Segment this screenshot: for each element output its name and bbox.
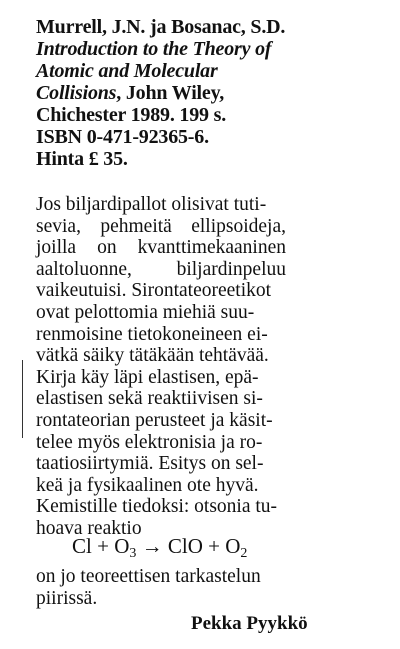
formula-cl: Cl <box>72 534 92 558</box>
margin-line <box>22 360 23 438</box>
body-line: ovat pelottomia miehiä suu- <box>36 301 255 323</box>
body-line: sevia, pehmeitä ellipsoideja, <box>36 215 286 237</box>
book-title-line-3-with-publisher <box>36 82 336 104</box>
body-line: rontateorian perusteet ja käsit- <box>36 409 273 431</box>
bibliographic-header <box>36 16 336 170</box>
body-line: piirissä. <box>36 587 98 609</box>
authors: Murrell, J.N. ja Bosanac, S.D. <box>36 16 286 38</box>
body-line: Kemistille tiedoksi: otsonia tu- <box>36 496 278 518</box>
body-line: aaltoluonne, biljardinpeluu <box>36 258 286 280</box>
body-line: elastisen sekä reaktiivisen si- <box>36 388 263 410</box>
book-title-line-1: Introduction to the Theory of <box>36 38 272 60</box>
isbn: ISBN 0-471-92365-6. <box>36 126 209 148</box>
body-line: keä ja fysikaalinen ote hyvä. <box>36 474 259 496</box>
body-line: taatiosiirtymiä. Esitys on sel- <box>36 453 264 475</box>
formula-subscript-2: 2 <box>240 546 248 561</box>
publisher: , John Wiley, <box>116 82 225 104</box>
formula-plus: + <box>97 534 109 558</box>
formula-clo: ClO <box>167 534 203 558</box>
body-line: joilla on kvanttimekaaninen <box>36 237 286 259</box>
body-line: hoava reaktio <box>36 517 142 539</box>
formula-subscript-3: 3 <box>129 546 137 561</box>
price: Hinta £ 35. <box>36 148 128 170</box>
body-line: on jo teoreettisen tarkastelun <box>36 566 261 587</box>
formula-o: O <box>114 534 130 558</box>
book-title-line-2: Atomic and Molecular <box>36 60 218 82</box>
formula-o: O <box>225 534 241 558</box>
place-year-pages: Chichester 1989. 199 s. <box>36 104 227 126</box>
formula-o3 <box>114 534 137 561</box>
formula-o2 <box>225 534 248 561</box>
body-line: vaikeutuisi. Sirontateoreetikot <box>36 280 272 302</box>
body-line: renmoisine tietokoneineen ei- <box>36 323 268 345</box>
ozone-reaction-equation <box>72 534 248 561</box>
review-body <box>36 194 286 540</box>
formula-plus: + <box>208 534 220 558</box>
body-line: vätkä säiky tätäkään tehtävää. <box>36 345 269 367</box>
body-line: Kirja käy läpi elastisen, epä- <box>36 366 259 388</box>
reaction-arrow: → <box>141 534 163 558</box>
review-conclusion <box>36 566 286 609</box>
body-line: telee myös elektronisia ja ro- <box>36 431 263 453</box>
reviewer-signature: Pekka Pyykkö <box>191 613 308 634</box>
body-line: Jos biljardipallot olisivat tuti- <box>36 194 267 215</box>
book-title-line-3: Collisions <box>36 82 117 104</box>
